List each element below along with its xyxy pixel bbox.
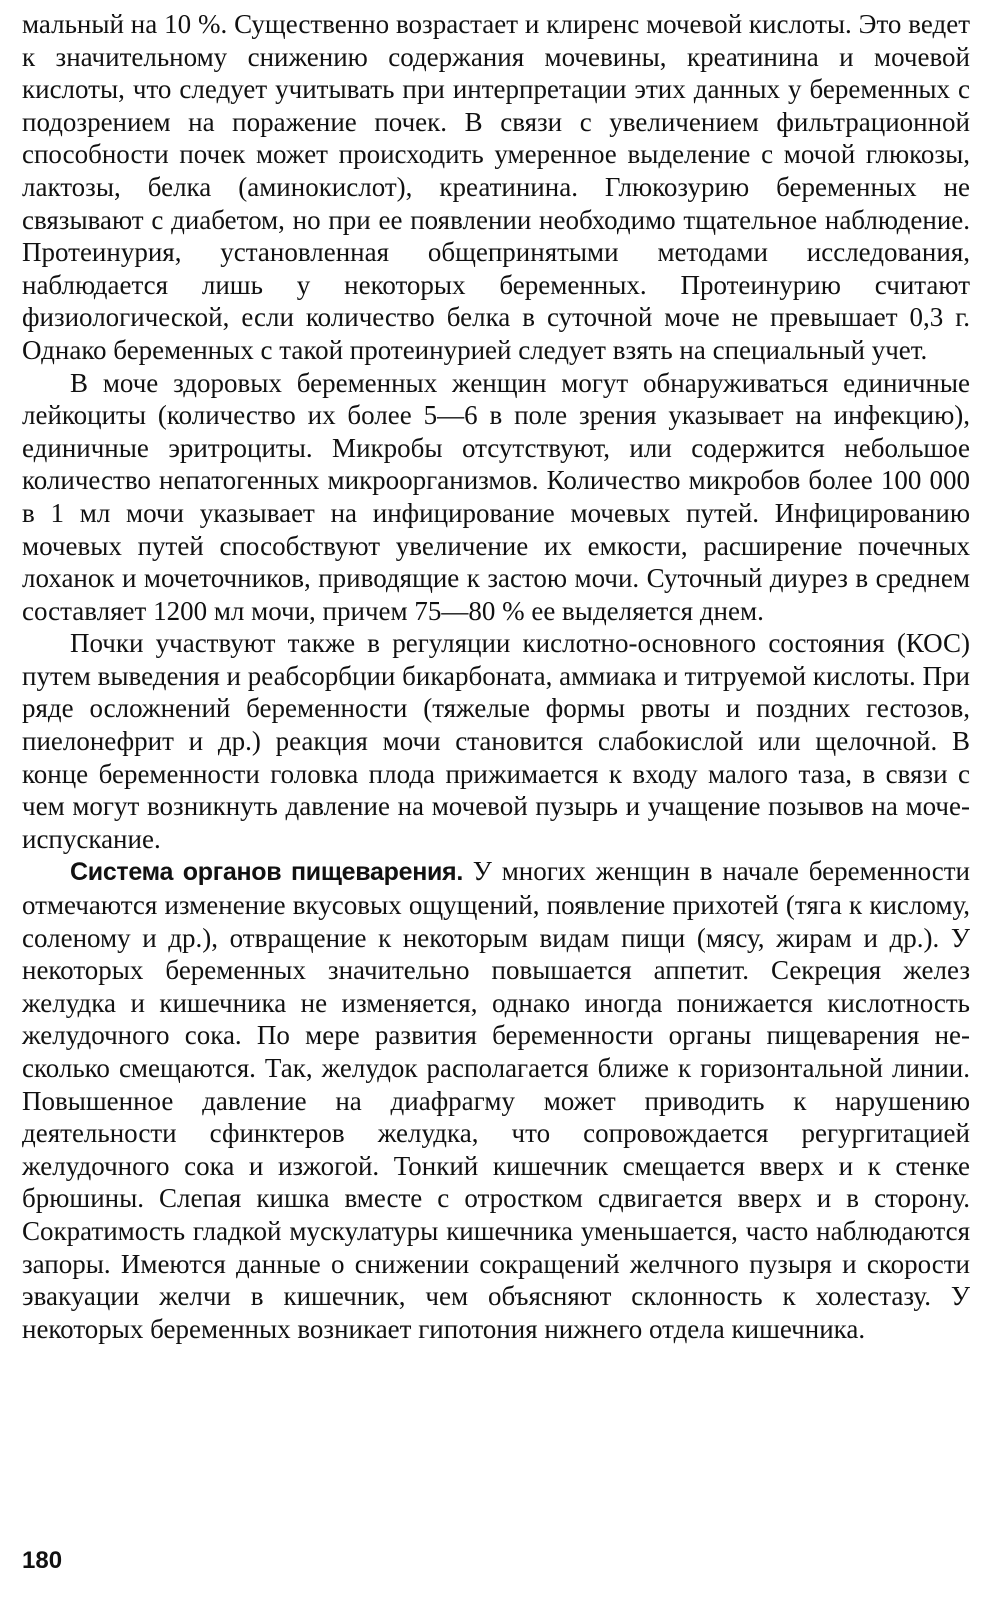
section-heading: Система органов пищеварения. [70,858,463,887]
document-page [22,8,970,1593]
paragraph-digestive-system [22,855,970,1345]
paragraph-text: У многих женщин в начале беременности отмечаются изменение вкусовых ощущений, появление прихотей (тяга к кислому, соленому и др.), отвращение к некоторым видам пищи (мясу, жирам и др.). У некоторых беременных значительно повышается аппетит. Секреция желез желудка и кишечника не изменяется, однако иногда понижается кислотность желудочного сока. По мере развития беременности органы пищеварения несколько смещаются. Так, желудок располагается ближе к горизонтальной линии. Повышенное давление на диафрагму может приводить к нарушению деятельности сфинктеров желудка, что сопровождается регургитацией желудочного сока и изжогой. Тонкий кишечник смещается вверх и к стенке брюшины. Слепая кишка вместе с отростком сдвигается вверх и в сторону. Сократимость гладкой мускулатуры кишечника уменьшается, часто наблюдаются запоры. Имеются данные о снижении сокращений желчного пузыря и скорости эвакуации желчи в кишечник, чем объясняют склонность к холестазу. У некоторых беременных возникает гипотония нижнего отдела кишечника. [22,856,970,1344]
paragraph-urine-composition [22,367,970,628]
paragraph-acid-base [22,627,970,855]
paragraph-text: Почки участвуют также в регуляции кислотно-основного состояния (КОС) путем выведения и реабсорбции бикарбоната, аммиака и титруемой кислоты. При ряде осложнений беременности (тяжелые формы рвоты и поздних гестозов, пиелонефрит и др.) реакция мочи становится слабокислой или щелочной. В конце беременности головка плода прижимается к входу малого таза, в связи с чем могут возникнуть давление на мочевой пузырь и учащение позывов на мочеиспускание. [22,628,970,854]
paragraph-text: мальный на 10 %. Существенно возрастает и клиренс мочевой кислоты. Это ведет к значительному снижению содержания мочевины, креатинина и мочевой кислоты, что следует учитывать при интерпретации этих данных у беременных с подозрением на поражение почек. В связи с увеличением фильтрационной способности почек может происходить умеренное выделение с мочой глюкозы, лактозы, белка (аминокислот), креатинина. Глюкозурию беременных не связывают с диабетом, но при ее появлении необходимо тщательное наблюдение. Протеинурия, установленная общепринятыми методами исследования, наблюдается лишь у некоторых беременных. Протеинурию считают физиологической, если количество белка в суточной моче не превышает 0,3 г. Однако беременных с такой протеинурией следует взять на специальный учет. [22,9,970,365]
paragraph-kidney-clearance [22,8,970,367]
page-number: 180 [22,1547,63,1574]
paragraph-text: В моче здоровых беременных женщин могут обнаруживаться единичные лейкоциты (количество их более 5—6 в поле зрения указывает на инфекцию), единичные эритроциты. Микробы отсутствуют, или содержится небольшое количество непатогенных микроорганизмов. Количество микробов более 100 000 в 1 мл мочи указывает на инфицирование мочевых путей. Инфицированию мочевых путей способствуют увеличение их емкости, расширение почечных лоханок и мочеточников, приводящие к застою мочи. Суточный диурез в среднем составляет 1200 мл мочи, причем 75—80 % ее выделяется днем. [22,367,970,626]
